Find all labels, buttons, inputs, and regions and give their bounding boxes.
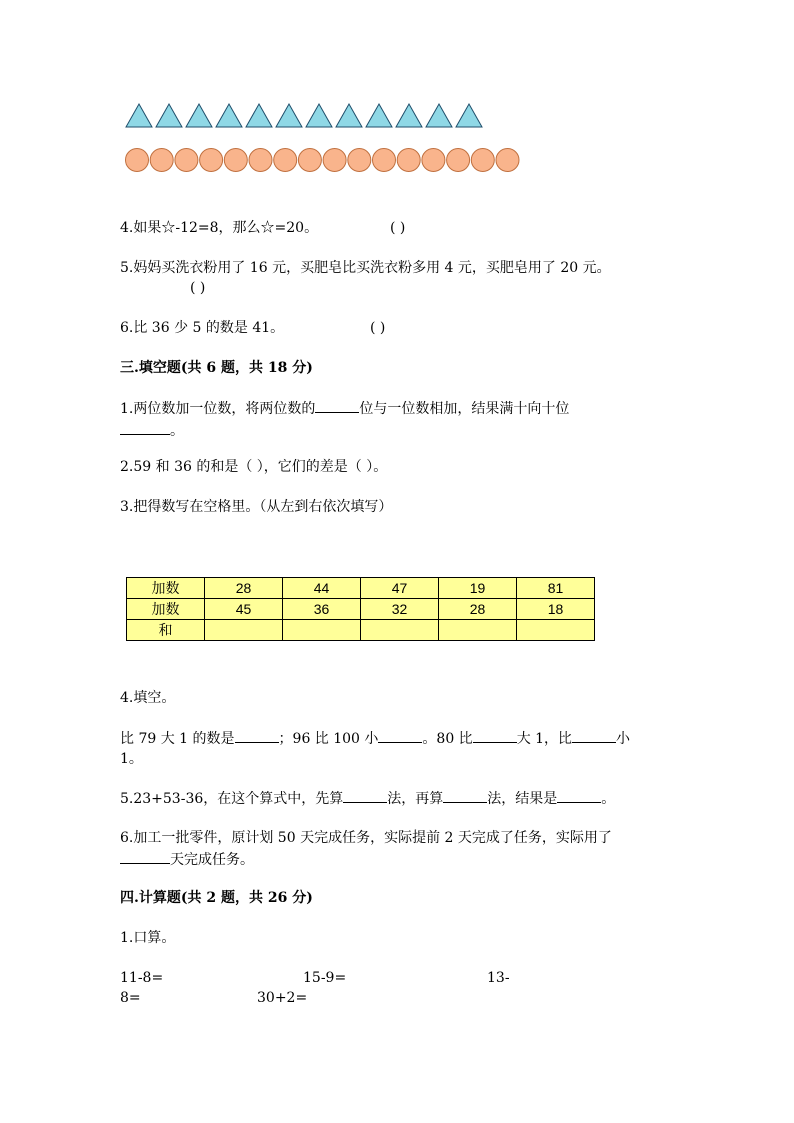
fill-q4-blank-1[interactable] [235, 728, 279, 743]
fill-q5-blank-2[interactable] [443, 788, 487, 803]
triangle-shape [366, 104, 392, 127]
circle-shape [323, 149, 346, 172]
circle-shape [126, 149, 149, 172]
fill-q4-part-c: 。80 比 [422, 731, 473, 747]
circle-shape [373, 149, 396, 172]
fill-q3: 3.把得数写在空格里。（从左到右依次填写） [120, 499, 393, 515]
triangle-shape [306, 104, 332, 127]
fill-q4-blank-4[interactable] [572, 728, 616, 743]
table-row-label: 和 [127, 620, 205, 641]
fill-q2: 2.59 和 36 的和是（ ），它们的差是（ ）。 [120, 459, 388, 475]
fill-q1-part-a: 1.两位数加一位数，将两位数的 [120, 401, 316, 417]
circle-shape [496, 149, 519, 172]
fill-q5-blank-3[interactable] [557, 788, 601, 803]
triangle-shape [336, 104, 362, 127]
fill-q1-part-b: 位与一位数相加，结果满十向十位 [359, 401, 570, 417]
judge-q5: 5.妈妈买洗衣粉用了 16 元，买肥皂比买洗衣粉多用 4 元，买肥皂用了 20 元。 [120, 260, 611, 276]
section-fill-title: 三.填空题(共 6 题，共 18 分) [120, 360, 313, 376]
circle-shape [274, 149, 297, 172]
table-answer-cell[interactable] [205, 620, 283, 641]
judge-q4-text: 4.如果☆-12=8，那么☆=20。 [120, 220, 319, 236]
table-row [127, 599, 595, 620]
table-answer-cell[interactable] [361, 620, 439, 641]
fill-q4-part-e: 小 [616, 731, 631, 747]
circle-shape [471, 149, 494, 172]
triangle-shape [426, 104, 452, 127]
judge-q6-paren[interactable]: ( ) [370, 320, 386, 336]
table-cell: 47 [361, 578, 439, 599]
judge-q4 [120, 218, 318, 238]
triangle-shape [126, 104, 152, 127]
fill-q5 [120, 788, 615, 809]
calc-item: 13- [487, 970, 510, 986]
fill-q1-line2 [120, 420, 184, 441]
circle-shape [397, 149, 420, 172]
fill-q1 [120, 398, 569, 419]
fill-q4-blank-3[interactable] [473, 728, 517, 743]
circle-shape [150, 149, 173, 172]
fill-q5-part-a: 5.23+53-36，在这个算式中，先算 [120, 791, 344, 807]
table-answer-cell[interactable] [517, 620, 595, 641]
table-cell: 18 [517, 599, 595, 620]
triangles-row [124, 102, 484, 130]
calc-q1: 1.口算。 [120, 930, 176, 946]
fill-q5-blank-1[interactable] [343, 788, 387, 803]
circle-shape [348, 149, 371, 172]
fill-q4-part-b: ；96 比 100 小 [278, 731, 379, 747]
triangle-shape [276, 104, 302, 127]
circle-shape [224, 149, 247, 172]
fill-q4-part-a: 比 79 大 1 的数是 [120, 731, 235, 747]
table-cell: 44 [283, 578, 361, 599]
circle-shape [447, 149, 470, 172]
judge-q4-paren[interactable]: ( ) [390, 220, 406, 236]
table-answer-cell[interactable] [439, 620, 517, 641]
fill-q5-part-c: 法，结果是 [487, 791, 558, 807]
table-row-label: 加数 [127, 599, 205, 620]
triangle-shape [396, 104, 422, 127]
triangle-shape [156, 104, 182, 127]
table-cell: 45 [205, 599, 283, 620]
table-row-label: 加数 [127, 578, 205, 599]
table-row [127, 620, 595, 641]
circle-shape [249, 149, 272, 172]
circles-row [124, 146, 528, 174]
fill-q4-blank-2[interactable] [378, 728, 422, 743]
calc-item: 30+2= [257, 990, 308, 1006]
fill-q1-part-c: 。 [170, 423, 184, 439]
fill-q6-line2 [120, 849, 254, 870]
fill-q6-blank[interactable] [120, 849, 170, 864]
table-cell: 81 [517, 578, 595, 599]
triangle-shape [456, 104, 482, 127]
table-cell: 19 [439, 578, 517, 599]
fill-q5-part-b: 法，再算 [387, 791, 444, 807]
circle-shape [298, 149, 321, 172]
fill-q1-blank-2[interactable] [120, 420, 170, 435]
table-answer-cell[interactable] [283, 620, 361, 641]
triangle-shape [216, 104, 242, 127]
fill-q4-part-d: 大 1，比 [516, 731, 573, 747]
section-calc-title: 四.计算题(共 2 题，共 26 分) [120, 890, 313, 906]
table-row [127, 578, 595, 599]
calc-item: 8= [120, 990, 141, 1006]
fill-q4-line [120, 728, 630, 749]
fill-q1-blank-1[interactable] [315, 398, 359, 413]
fill-q4: 4.填空。 [120, 690, 176, 706]
addition-table [126, 577, 595, 641]
table-cell: 28 [439, 599, 517, 620]
fill-q6-part-b: 天完成任务。 [170, 852, 254, 868]
fill-q4-line2: 1。 [120, 751, 143, 767]
circle-shape [200, 149, 223, 172]
fill-q6: 6.加工一批零件，原计划 50 天完成任务，实际提前 2 天完成了任务，实际用了 [120, 830, 612, 846]
fill-q5-part-d: 。 [601, 791, 616, 807]
calc-item: 11-8= [120, 970, 164, 986]
circle-shape [175, 149, 198, 172]
table-cell: 28 [205, 578, 283, 599]
calc-item: 15-9= [303, 970, 347, 986]
judge-q5-paren[interactable]: ( ) [190, 280, 206, 296]
table-cell: 32 [361, 599, 439, 620]
triangle-shape [246, 104, 272, 127]
triangle-shape [186, 104, 212, 127]
circle-shape [422, 149, 445, 172]
judge-q6: 6.比 36 少 5 的数是 41。 [120, 320, 285, 336]
table-cell: 36 [283, 599, 361, 620]
